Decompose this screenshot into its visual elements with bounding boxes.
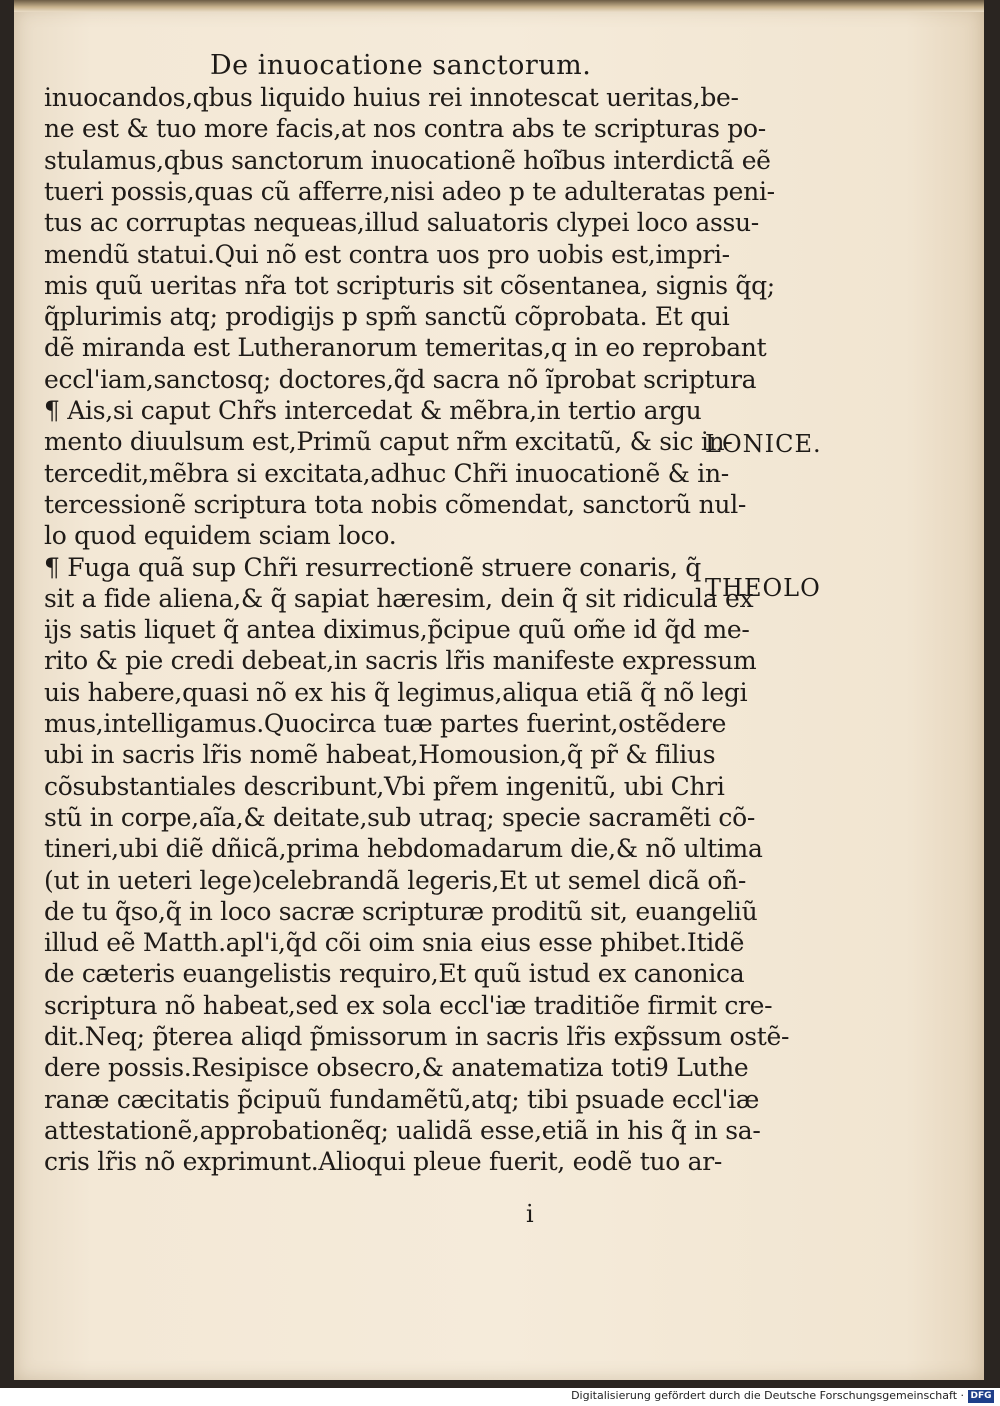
text-line: illud eẽ Matth.apl'i,q̃d cõi oim snia eius esse phibet.Itidẽ: [44, 928, 745, 958]
text-line: mento diuulsum est,Primũ caput nr̃m excitatũ, & sic in-: [44, 427, 733, 457]
text-line: (ut in ueteri lege)celebrandã legeris,Et ut semel dicã oñ-: [44, 865, 747, 895]
text-line: rito & pie credi debeat,in sacris lr̃is manifeste expressum: [44, 646, 757, 676]
text-line: ranæ cæcitatis p̃cipuũ fundamẽtũ,atq; tibi psuade eccl'iæ: [44, 1084, 760, 1114]
dfg-logo: DFG: [968, 1390, 994, 1403]
text-line: mus,intelligamus.Quocirca tuæ partes fuerint,ostẽdere: [44, 709, 727, 738]
text-line: ¶ Ais,si caput Chr̃s intercedat & mẽbra,in tertio argu: [44, 396, 702, 425]
text-line: lo quod equidem sciam loco.: [44, 521, 397, 551]
text-line: tercessionẽ scriptura tota nobis cõmendat, sanctorũ nul-: [44, 489, 747, 519]
page-top-edge: [14, 0, 984, 12]
text-line: stũ in corpe,aĩa,& deitate,sub utraq; specie sacramẽti cõ-: [44, 802, 756, 832]
text-line: attestationẽ,approbationẽq; ualidã esse,etiã in his q̃ in sa-: [44, 1115, 761, 1145]
text-line: eccl'iam,sanctosq; doctores,q̃d sacra nõ ĩprobat scriptura: [44, 364, 757, 394]
text-line: de tu q̃so,q̃ in loco sacræ scripturæ proditũ sit, euangeliũ: [44, 896, 758, 926]
text-line: dit.Neq; p̃terea aliqd p̃missorum in sacris lr̃is exp̃ssum ostẽ-: [44, 1022, 790, 1051]
text-line: mendũ statui.Qui nõ est contra uos pro uobis est,impri-: [44, 239, 730, 269]
text-line: dere possis.Resipisce obsecro,& anatematiza toti9 Luthe: [44, 1053, 749, 1083]
text-line: ijs satis liquet q̃ antea diximus,p̃cipue quũ om̃e id q̃d me-: [44, 615, 750, 645]
running-head: De inuocatione sanctorum.: [210, 50, 592, 81]
text-line: sit a fide aliena,& q̃ sapiat hæresim, dein q̃ sit ridicula ex: [44, 583, 754, 613]
text-line: tineri,ubi diẽ dñicã,prima hebdomadarum die,& nõ ultima: [44, 834, 763, 864]
text-line: tueri possis,quas cũ afferre,nisi adeo p te adulteratas peni-: [44, 176, 775, 206]
text-line: dẽ miranda est Lutheranorum temeritas,q in eo reprobant: [44, 333, 767, 363]
text-line: cõsubstantiales describunt,Vbi pr̃em ingenitũ, ubi Chri: [44, 771, 725, 801]
text-line: scriptura nõ habeat,sed ex sola eccl'iæ traditiõe firmit cre-: [44, 990, 773, 1020]
signature-mark: i: [526, 1200, 534, 1228]
text-line: q̃plurimis atq; prodigijs p spm̃ sanctũ cõprobata. Et qui: [44, 302, 730, 332]
text-line: inuocandos,qbus liquido huius rei innotescat ueritas,be-: [44, 83, 739, 112]
text-line: stulamus,qbus sanctorum inuocationẽ hoĩbus interdictã eẽ: [44, 145, 771, 175]
text-line: ¶ Fuga quã sup Chr̃i resurrectionẽ struere conaris, q̃: [44, 552, 701, 582]
text-line: ne est & tuo more facis,at nos contra abs te scripturas po-: [44, 114, 766, 144]
text-line: cris lr̃is nõ exprimunt.Alioqui pleue fuerit, eodẽ tuo ar-: [44, 1147, 723, 1177]
text-line: de cæteris euangelistis requiro,Et quũ istud ex canonica: [44, 959, 745, 989]
funding-credit: Digitalisierung gefördert durch die Deutsche Forschungsgemeinschaft ·: [571, 1389, 964, 1402]
text-line: tus ac corruptas nequeas,illud saluatoris clypei loco assu-: [44, 208, 759, 238]
margin-note-lonice: LONICE.: [705, 430, 822, 458]
text-line: ubi in sacris lr̃is nomẽ habeat,Homousion,q̃ pr̃ & filius: [44, 740, 716, 770]
text-line: uis habere,quasi nõ ex his q̃ legimus,aliqua etiã q̃ nõ legi: [44, 677, 748, 707]
text-line: mis quũ ueritas nr̃a tot scripturis sit cõsentanea, signis q̃q;: [44, 270, 775, 300]
margin-note-theolo: THEOLO: [705, 574, 821, 602]
text-line: tercedit,mẽbra si excitata,adhuc Chr̃i inuocationẽ & in-: [44, 458, 729, 488]
